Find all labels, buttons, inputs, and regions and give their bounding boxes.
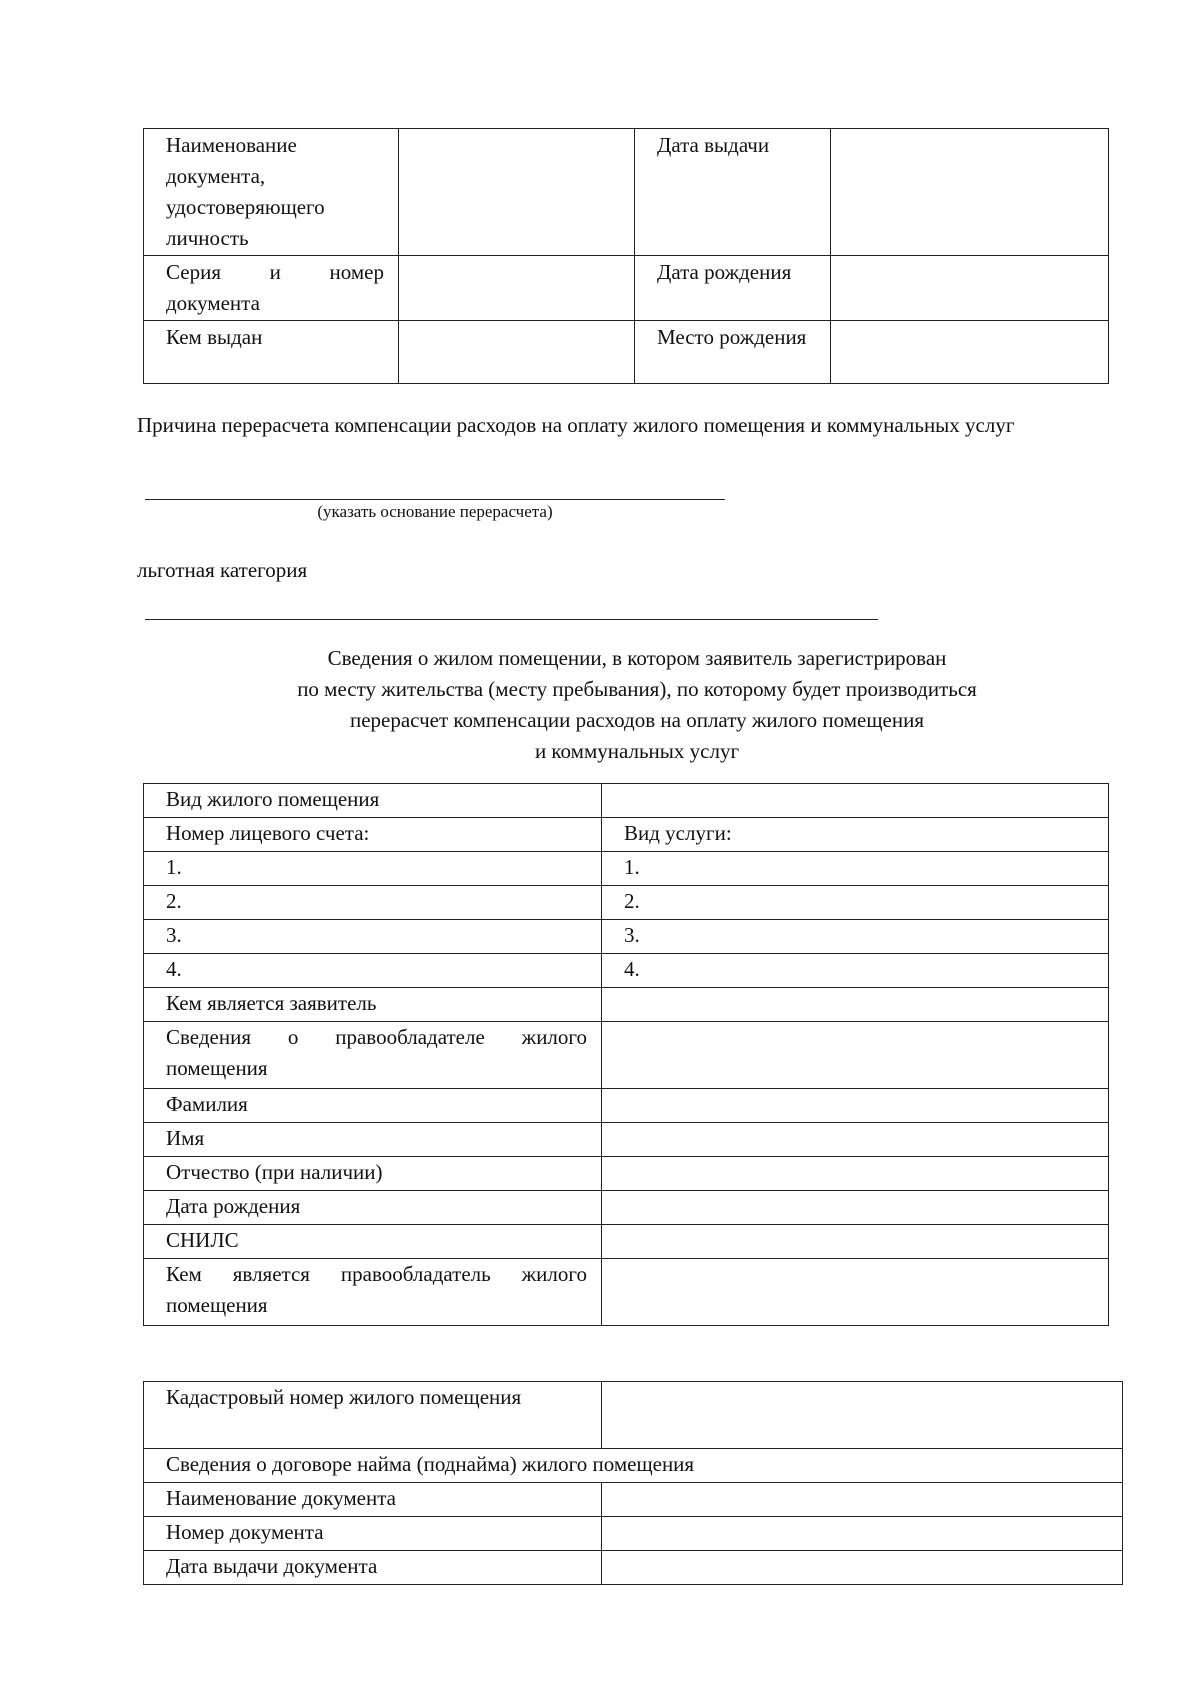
table-row (144, 784, 1109, 818)
service-type-header: Вид услуги: (602, 818, 1109, 852)
table-row (144, 886, 1109, 920)
lease-doc-number-value[interactable] (602, 1517, 1123, 1551)
series-number-value[interactable] (399, 256, 635, 321)
table-row (144, 1483, 1123, 1517)
benefit-category-label: льготная категория (137, 558, 308, 582)
account-number-header: Номер лицевого счета: (144, 818, 602, 852)
birth-place-value[interactable] (831, 321, 1109, 384)
service-type-cell[interactable]: 1. (602, 852, 1109, 886)
snils-label: СНИЛС (144, 1225, 602, 1259)
cadastre-lease-table (143, 1381, 1123, 1585)
surname-value[interactable] (602, 1089, 1109, 1123)
issue-date-label: Дата выдачи (635, 129, 831, 256)
issued-by-value[interactable] (399, 321, 635, 384)
owner-info-label: Сведения о правообладателе жилого помещения (144, 1022, 602, 1089)
section-title-line: по месту жительства (месту пребывания), по которому будет производиться (297, 677, 977, 701)
cadastral-number-value[interactable] (602, 1382, 1123, 1449)
lease-doc-date-label: Дата выдачи документа (144, 1551, 602, 1585)
housing-type-value[interactable] (602, 784, 1109, 818)
series-number-word-1: Серия (166, 260, 221, 284)
owner-birthdate-value[interactable] (602, 1191, 1109, 1225)
table-row (144, 1551, 1123, 1585)
table-row (144, 954, 1109, 988)
table-row (144, 1089, 1109, 1123)
birth-place-label: Место рождения (635, 321, 831, 384)
series-number-word-rest: документа (166, 291, 260, 315)
birth-date-value[interactable] (831, 256, 1109, 321)
series-number-label (144, 256, 399, 321)
table-row (144, 256, 1109, 321)
account-number-cell[interactable]: 2. (144, 886, 602, 920)
series-number-word-2: и (269, 260, 281, 284)
issue-date-value[interactable] (831, 129, 1109, 256)
account-number-cell[interactable]: 3. (144, 920, 602, 954)
table-row (144, 1517, 1123, 1551)
patronymic-label: Отчество (при наличии) (144, 1157, 602, 1191)
service-type-cell[interactable]: 4. (602, 954, 1109, 988)
table-row (144, 852, 1109, 886)
identity-document-table (143, 128, 1109, 384)
table-row (144, 920, 1109, 954)
owner-role-value[interactable] (602, 1259, 1109, 1326)
patronymic-value[interactable] (602, 1157, 1109, 1191)
cadastral-number-label: Кадастровый номер жилого помещения (144, 1382, 602, 1449)
account-number-cell[interactable]: 1. (144, 852, 602, 886)
name-label: Имя (144, 1123, 602, 1157)
table-row (144, 1157, 1109, 1191)
table-row (144, 129, 1109, 256)
table-row (144, 1449, 1123, 1483)
section-title-line: перерасчет компенсации расходов на оплату жилого помещения (349, 708, 924, 732)
housing-type-label: Вид жилого помещения (144, 784, 602, 818)
surname-label: Фамилия (144, 1089, 602, 1123)
owner-birthdate-label: Дата рождения (144, 1191, 602, 1225)
account-number-cell[interactable]: 4. (144, 954, 602, 988)
benefit-category-field[interactable] (145, 619, 878, 620)
identity-doc-name-label: Наименование документа, удостоверяющего личность (144, 129, 399, 256)
series-number-word-3: номер (329, 260, 384, 284)
service-type-cell[interactable]: 3. (602, 920, 1109, 954)
lease-doc-name-value[interactable] (602, 1483, 1123, 1517)
dwelling-info-table (143, 783, 1109, 1326)
snils-value[interactable] (602, 1225, 1109, 1259)
table-row (144, 1022, 1109, 1089)
table-row (144, 1259, 1109, 1326)
table-row (144, 1225, 1109, 1259)
table-row (144, 1382, 1123, 1449)
table-row (144, 1123, 1109, 1157)
owner-role-label: Кем является правообладатель жилого помещения (144, 1259, 602, 1326)
section-title-line: Сведения о жилом помещении, в котором заявитель зарегистрирован (327, 646, 947, 670)
lease-info-label: Сведения о договоре найма (поднайма) жилого помещения (144, 1449, 1123, 1483)
lease-doc-number-label: Номер документа (144, 1517, 602, 1551)
section-title-line: и коммунальных услуг (534, 739, 740, 763)
table-row (144, 1191, 1109, 1225)
table-row (144, 321, 1109, 384)
lease-doc-date-value[interactable] (602, 1551, 1123, 1585)
issued-by-label: Кем выдан (144, 321, 399, 384)
recalculation-reason-hint: (указать основание перерасчета) (317, 502, 553, 521)
service-type-cell[interactable]: 2. (602, 886, 1109, 920)
identity-doc-name-value[interactable] (399, 129, 635, 256)
applicant-role-value[interactable] (602, 988, 1109, 1022)
applicant-role-label: Кем является заявитель (144, 988, 602, 1022)
birth-date-label: Дата рождения (635, 256, 831, 321)
lease-doc-name-label: Наименование документа (144, 1483, 602, 1517)
name-value[interactable] (602, 1123, 1109, 1157)
owner-info-value[interactable] (602, 1022, 1109, 1089)
table-row (144, 818, 1109, 852)
recalculation-reason-label: Причина перерасчета компенсации расходов на оплату жилого помещения и коммунальных услуг (137, 413, 1015, 437)
table-row (144, 988, 1109, 1022)
dwelling-section-title (137, 643, 1137, 767)
